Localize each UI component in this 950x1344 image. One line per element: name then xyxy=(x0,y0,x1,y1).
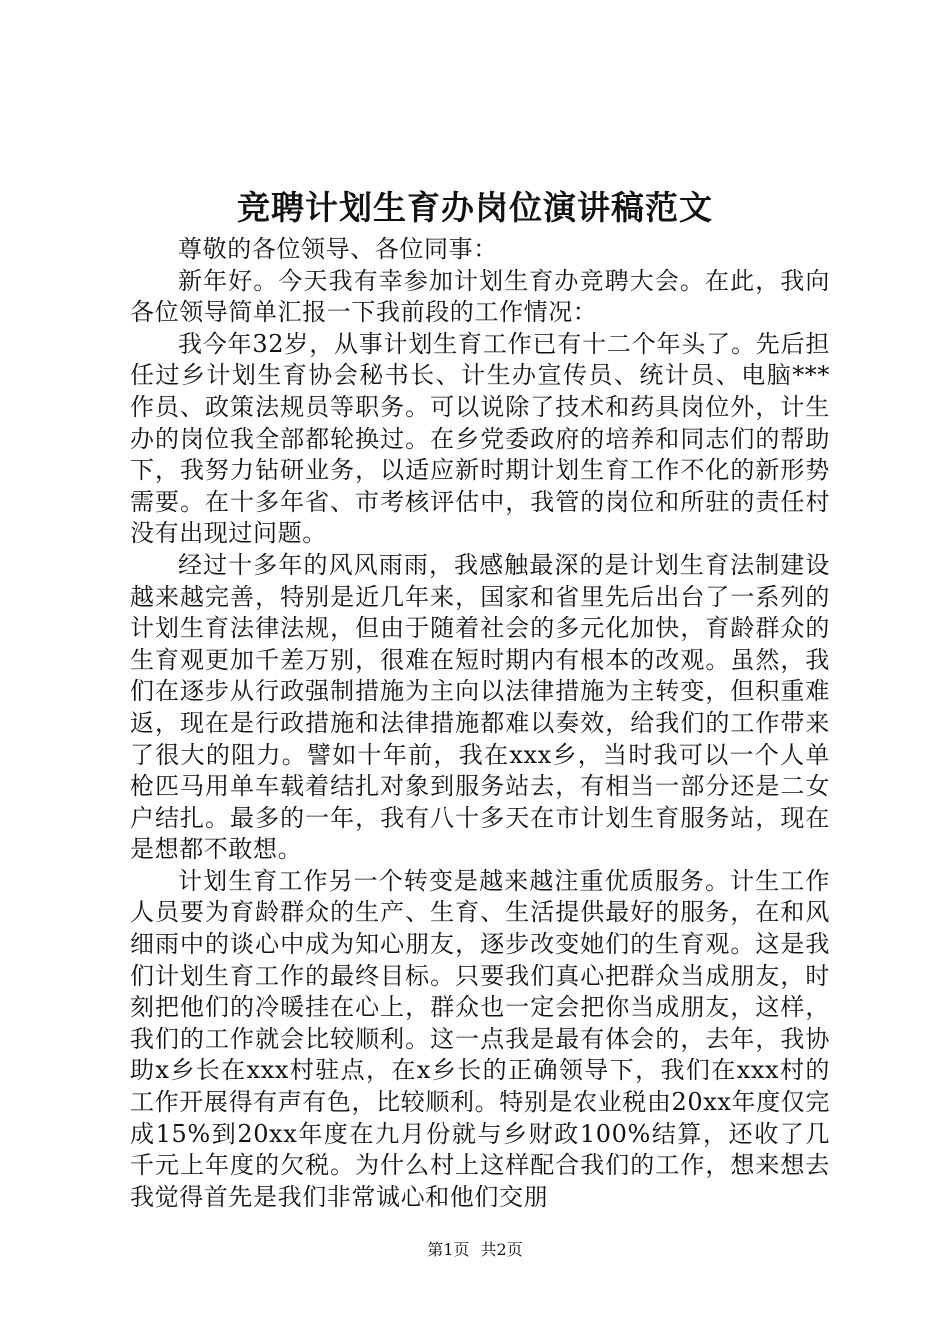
salutation-paragraph: 尊敬的各位领导、各位同事： xyxy=(178,235,498,263)
page-footer xyxy=(0,1238,950,1262)
page-title: 竞聘计划生育办岗位演讲稿范文 xyxy=(237,188,713,227)
background-paragraph: 我今年32岁，从事计划生育工作已有十二个年头了。先后担任过乡计划生育协会秘书长、计生办宣传员、统计员、电脑***作员、政策法规员等职务。可以说除了技术和药具岗位外，计生办的岗位我全部都轮换过。在乡党委政府的培养和同志们的帮助下，我努力钻研业务，以适应新时期计划生育工作不化的新形势需要。在十多年省、市考核评估中，我管的岗位和所驻的责任村没有出现过问题。 xyxy=(130,329,830,548)
service-paragraph: 计划生育工作另一个转变是越来越注重优质服务。计生工作人员要为育龄群众的生产、生育、生活提供最好的服务，在和风细雨中的谈心中成为知心朋友，逐步改变她们的生育观。这是我们计划生育工作的最终目标。只要我们真心把群众当成朋友，时刻把他们的冷暖挂在心上，群众也一定会把你当成朋友，这样，我们的工作就会比较顺利。这一点我是最有体会的，去年，我协助x乡长在xxx村驻点，在x乡长的正确领导下，我们在xxx村的工作开展得有声有色，比较顺利。特别是农业税由20xx年度仅完成15%到20xx年度在九月份就与乡财政100%结算，还收了几千元上年度的欠税。为什么村上这样配合我们的工作，想来想去我觉得首先是我们非常诚心和他们交朋 xyxy=(130,866,830,1211)
page-number: 第1页 xyxy=(427,1240,470,1259)
experience-paragraph: 经过十多年的风风雨雨，我感触最深的是计划生育法制建设越来越完善，特别是近几年来，国家和省里先后出台了一系列的计划生育法律法规，但由于随着社会的多元化加快，育龄群众的生育观更加千差万别，很难在短时期内有根本的改观。虽然，我们在逐步从行政强制措施为主向以法律措施为主转变，但积重难返，现在是行政措施和法律措施都难以奏效，给我们的工作带来了很大的阻力。譬如十年前，我在xxx乡，当时我可以一个人单枪匹马用单车载着结扎对象到服务站去，有相当一部分还是二女户结扎。最多的一年，我有八十多天在市计划生育服务站，现在是想都不敢想。 xyxy=(130,550,830,864)
document-body xyxy=(130,234,830,1213)
page-total: 共2页 xyxy=(480,1240,523,1259)
greeting-paragraph: 新年好。今天我有幸参加计划生育办竞聘大会。在此，我向各位领导简单汇报一下我前段的工作情况： xyxy=(130,266,830,327)
